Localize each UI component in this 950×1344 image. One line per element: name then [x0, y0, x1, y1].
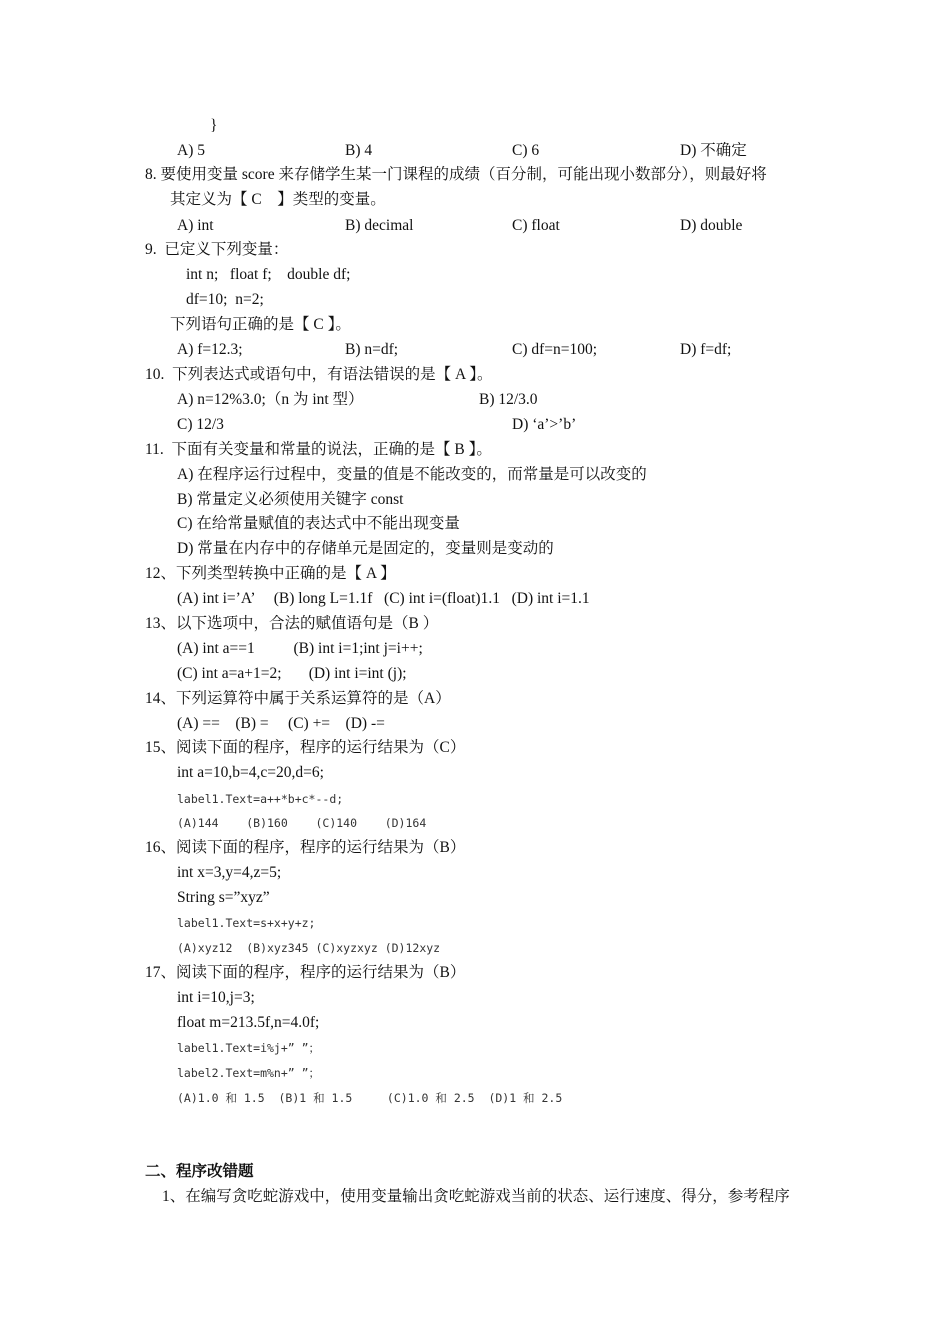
text-line: }: [210, 117, 218, 134]
text-line: int a=10,b=4,c=20,d=6;: [177, 764, 324, 781]
text-line: D) double: [680, 217, 743, 234]
text-line: D) f=df;: [680, 341, 732, 358]
text-line: float m=213.5f,n=4.0f;: [177, 1014, 320, 1031]
text-line: (A) int a==1 (B) int i=1;int j=i++;: [177, 640, 423, 657]
text-line: label2.Text=m%n+” ”；: [177, 1066, 321, 1080]
text-line: B) 常量定义必须使用关键字 const: [177, 491, 404, 508]
text-line: 其定义为【 C 】类型的变量。: [170, 191, 386, 208]
text-line: B) 4: [345, 142, 373, 159]
text-line: D) ‘a’>’b’: [512, 416, 577, 433]
text-line: (A)144 (B)160 (C)140 (D)164: [177, 816, 427, 830]
text-line: A) f=12.3;: [177, 341, 243, 358]
text-line: 1、在编写贪吃蛇游戏中，使用变量输出贪吃蛇游戏当前的状态、运行速度、得分，参考程序: [162, 1188, 790, 1205]
text-line: A) int: [177, 217, 214, 234]
text-line: 16、阅读下面的程序，程序的运行结果为（B）: [145, 839, 466, 856]
text-line: int n; float f; double df;: [186, 266, 351, 283]
text-line: label1.Text=a++*b+c*--d;: [177, 792, 344, 806]
text-line: 13、以下选项中，合法的赋值语句是（B ）: [145, 615, 439, 632]
text-line: label1.Text=s+x+y+z;: [177, 916, 316, 930]
text-line: 11. 下面有关变量和常量的说法，正确的是【 B 】。: [145, 441, 492, 458]
text-line: C) float: [512, 217, 560, 234]
text-line: D) 常量在内存中的存储单元是固定的，变量则是变动的: [177, 540, 554, 557]
text-line: (C) int a=a+1=2; (D) int i=int (j);: [177, 665, 407, 682]
text-line: 9. 已定义下列变量：: [145, 241, 289, 258]
text-line: 下列语句正确的是【 C 】。: [170, 316, 351, 333]
text-line: (A) == (B) = (C) += (D) -=: [177, 715, 385, 732]
section-heading: 二、程序改错题: [145, 1163, 254, 1180]
text-line: String s=”xyz”: [177, 889, 270, 906]
text-line: B) n=df;: [345, 341, 399, 358]
text-line: 12、下列类型转换中正确的是【 A 】: [145, 565, 396, 582]
text-line: A) n=12%3.0;（n 为 int 型）: [177, 391, 364, 408]
text-line: C) 12/3: [177, 416, 224, 433]
text-line: label1.Text=i%j+” ”；: [177, 1041, 321, 1055]
text-line: A) 在程序运行过程中，变量的值是不能改变的，而常量是可以改变的: [177, 466, 647, 483]
text-line: 10. 下列表达式或语句中，有语法错误的是【 A 】。: [145, 366, 493, 383]
text-line: 15、阅读下面的程序，程序的运行结果为（C）: [145, 739, 466, 756]
text-line: B) 12/3.0: [479, 391, 538, 408]
text-line: 17、阅读下面的程序，程序的运行结果为（B）: [145, 964, 466, 981]
text-line: D) 不确定: [680, 142, 747, 159]
text-line: B) decimal: [345, 217, 414, 234]
text-line: C) 6: [512, 142, 540, 159]
text-line: 14、下列运算符中属于关系运算符的是（A）: [145, 690, 451, 707]
text-line: 8. 要使用变量 score 来存储学生某一门课程的成绩（百分制，可能出现小数部分），则最好将: [145, 166, 767, 183]
text-line: int x=3,y=4,z=5;: [177, 864, 282, 881]
text-line: C) 在给常量赋值的表达式中不能出现变量: [177, 515, 460, 532]
text-line: (A)1.0 和 1.5 (B)1 和 1.5 (C)1.0 和 2.5 (D)1 和 2.5: [177, 1091, 563, 1105]
text-line: C) df=n=100;: [512, 341, 598, 358]
text-line: int i=10,j=3;: [177, 989, 255, 1006]
text-line: (A) int i=’A’ (B) long L=1.1f (C) int i=(float)1.1 (D) int i=1.1: [177, 590, 590, 607]
text-line: df=10; n=2;: [186, 291, 264, 308]
text-line: A) 5: [177, 142, 205, 159]
text-line: (A)xyz12 (B)xyz345 (C)xyzxyz (D)12xyz: [177, 941, 441, 955]
